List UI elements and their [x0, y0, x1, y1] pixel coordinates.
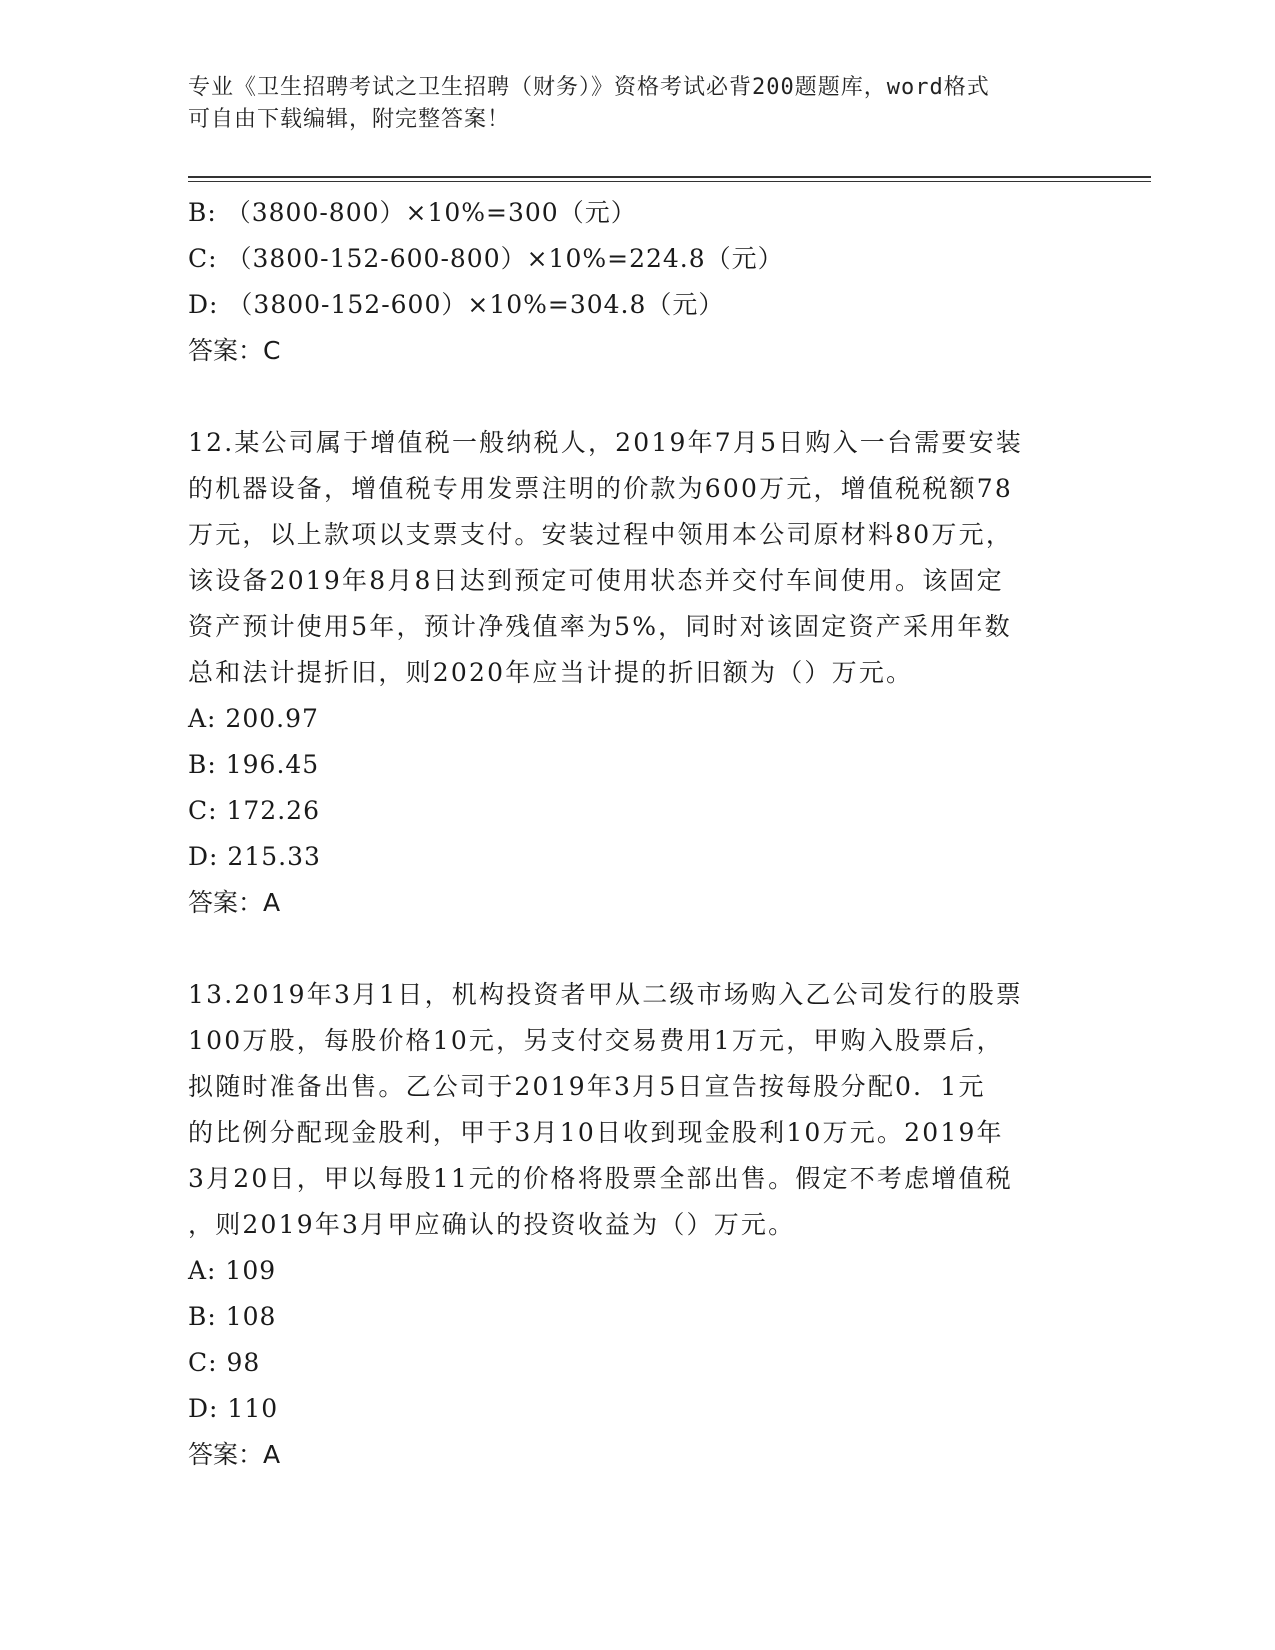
- spacer: [188, 926, 1088, 972]
- question-12: [188, 420, 1088, 926]
- document-header: [188, 72, 1068, 136]
- question-content: [188, 190, 1088, 1478]
- header-title-line-1: 专业《卫生招聘考试之卫生招聘（财务）》资格考试必背200题题库，word格式: [188, 75, 990, 100]
- option-d: D: （3800-152-600）×10%=304.8（元）: [188, 290, 725, 319]
- option-d: D: 215.33: [188, 842, 321, 871]
- answer-key: 答案：A: [188, 888, 281, 917]
- question-stem: [188, 972, 1088, 1248]
- header-title-line-2: 可自由下载编辑，附完整答案！: [188, 107, 511, 132]
- option-b: B: 108: [188, 1302, 277, 1331]
- stem-line: 拟随时准备出售。乙公司于2019年3月5日宣告按每股分配0．1元: [188, 1072, 986, 1101]
- stem-line: 该设备2019年8月8日达到预定可使用状态并交付车间使用。该固定: [188, 566, 1004, 595]
- option-c: C: 172.26: [188, 796, 320, 825]
- answer-key: 答案：C: [188, 336, 281, 365]
- stem-line: 总和法计提折旧，则2020年应当计提的折旧额为（）万元。: [188, 658, 914, 687]
- stem-line: 万元，以上款项以支票支付。安装过程中领用本公司原材料80万元，: [188, 520, 1014, 549]
- stem-line: 100万股，每股价格10元，另支付交易费用1万元，甲购入股票后，: [188, 1026, 1004, 1055]
- option-b: B: 196.45: [188, 750, 320, 779]
- question-stem: [188, 420, 1088, 696]
- spacer: [188, 374, 1088, 420]
- option-b: B: （3800-800）×10%=300（元）: [188, 198, 637, 227]
- stem-line: 12.某公司属于增值税一般纳税人，2019年7月5日购入一台需要安装: [188, 428, 1023, 457]
- answer-key: 答案：A: [188, 1440, 281, 1469]
- stem-line: 的机器设备，增值税专用发票注明的价款为600万元，增值税税额78: [188, 474, 1013, 503]
- question-11: [188, 190, 1088, 374]
- option-c: C: 98: [188, 1348, 261, 1377]
- question-13: [188, 972, 1088, 1478]
- option-c: C: （3800-152-600-800）×10%=224.8（元）: [188, 244, 784, 273]
- header-divider-thin: [188, 181, 1151, 182]
- stem-line: 3月20日，甲以每股11元的价格将股票全部出售。假定不考虑增值税: [188, 1164, 1013, 1193]
- stem-line: 的比例分配现金股利，甲于3月10日收到现金股利10万元。2019年: [188, 1118, 1004, 1147]
- option-a: A: 200.97: [188, 704, 319, 733]
- option-a: A: 109: [188, 1256, 277, 1285]
- stem-line: ，则2019年3月甲应确认的投资收益为（）万元。: [188, 1210, 796, 1239]
- option-d: D: 110: [188, 1394, 279, 1423]
- stem-line: 资产预计使用5年，预计净残值率为5%，同时对该固定资产采用年数: [188, 612, 1012, 641]
- stem-line: 13.2019年3月1日，机构投资者甲从二级市场购入乙公司发行的股票: [188, 980, 1023, 1009]
- header-divider-thick: [188, 176, 1151, 178]
